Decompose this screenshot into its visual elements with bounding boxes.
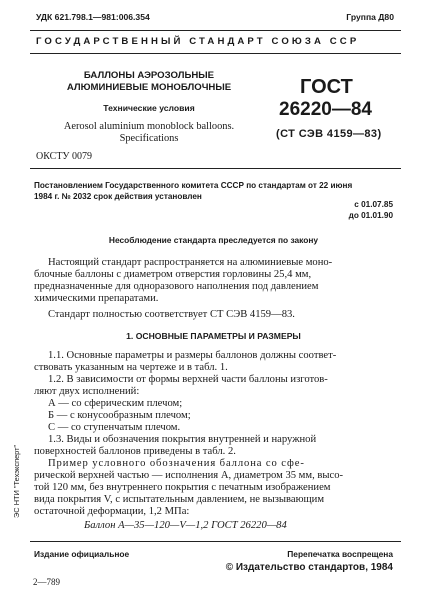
gost-label: ГОСТ bbox=[300, 76, 353, 98]
reprint-notice: Перепечатка воспрещена bbox=[287, 549, 393, 559]
english-title-line-2: Specifications bbox=[119, 133, 179, 144]
validity-dates bbox=[349, 200, 393, 221]
clause-1-3-line-1: 1.3. Виды и обозначения покрытия внутренней и наружной bbox=[48, 434, 317, 445]
clause-1-1-line-2: ствовать указанным на чертеже и в табл. 1. bbox=[34, 361, 228, 373]
designation-example bbox=[34, 458, 400, 518]
standard-banner: ГОСУДАРСТВЕННЫЙ СТАНДАРТ СОЮЗА ССР bbox=[36, 36, 360, 47]
english-title bbox=[36, 121, 262, 145]
margin-stamp: ЭС НТИ "Техэксперт" bbox=[12, 444, 21, 518]
gost-number: 26220—84 bbox=[279, 99, 372, 120]
variant-b: Б — с конусообразным плечом; bbox=[48, 409, 191, 421]
banner-rule bbox=[30, 53, 401, 54]
legal-warning: Несоблюдение стандарта преследуется по закону bbox=[108, 235, 319, 245]
page-code: 2—789 bbox=[33, 577, 60, 587]
validity-to: до 01.01.90 bbox=[348, 210, 393, 220]
intro-paragraph bbox=[34, 257, 400, 305]
clause-1-2-line-1: 1.2. В зависимости от формы верхней части баллоны изготов- bbox=[48, 374, 328, 385]
okstu-rule bbox=[30, 168, 401, 169]
variant-a: А — со сферическим плечом; bbox=[48, 397, 183, 409]
example-line-2: рической верхней частью — исполнения А, диаметром 35 мм, высо- bbox=[34, 469, 344, 481]
example-line-5: остаточной деформации, 1,2 МПа: bbox=[34, 505, 190, 517]
variant-c: С — со ступенчатым плечом. bbox=[48, 421, 181, 433]
intro-line-2: блочные баллоны с диаметром отверстия горловины 25,4 мм, bbox=[34, 268, 312, 280]
st-sev-reference: (СТ СЭВ 4159—83) bbox=[276, 128, 382, 140]
okstu-code: ОКСТУ 0079 bbox=[36, 151, 93, 162]
example-line-1: Пример условного обозначения баллона со сфе- bbox=[48, 458, 305, 469]
udk-code: УДК 621.798.1—981:006.354 bbox=[36, 12, 150, 22]
clause-1-2 bbox=[34, 374, 400, 434]
compliance-statement bbox=[34, 309, 400, 321]
validity-from: с 01.07.85 bbox=[354, 200, 393, 209]
designation-code: Баллон А—35—120—V—1,2 ГОСТ 26220—84 bbox=[84, 520, 287, 531]
group-code: Группа Д80 bbox=[346, 12, 394, 22]
official-edition: Издание официальное bbox=[34, 549, 130, 559]
example-line-4: вида покрытия V, с испытательным давлением, не вызывающим bbox=[34, 493, 325, 505]
clause-1-1-line-1: 1.1. Основные параметры и размеры баллонов должны соответ- bbox=[48, 350, 337, 361]
title-line-1: БАЛЛОНЫ АЭРОЗОЛЬНЫЕ bbox=[83, 70, 215, 81]
compliance-line: Стандарт полностью соответствует СТ СЭВ 4159—83. bbox=[48, 309, 295, 320]
document-title bbox=[36, 70, 262, 94]
intro-line-4: химическими препаратами. bbox=[34, 292, 159, 304]
clause-1-2-line-2: ляют двух исполнений: bbox=[34, 385, 140, 397]
decree-text bbox=[34, 180, 352, 202]
footer-rule bbox=[30, 541, 401, 542]
decree-line-1: Постановлением Государственного комитета СССР по стандартам от 22 июня bbox=[34, 181, 353, 190]
intro-line-3: предназначенные для одноразового наполнения под давлением bbox=[34, 280, 319, 292]
section-heading: 1. ОСНОВНЫЕ ПАРАМЕТРЫ И РАЗМЕРЫ bbox=[126, 331, 301, 341]
clause-1-3 bbox=[34, 434, 400, 458]
decree-line-2: 1984 г. № 2032 срок действия установлен bbox=[34, 192, 202, 201]
document-subtitle: Технические условия bbox=[103, 103, 195, 113]
example-line-3: той 120 мм, без внутреннего покрытия с печатным изображением bbox=[34, 481, 331, 493]
clause-1-1 bbox=[34, 350, 400, 374]
clause-1-3-line-2: поверхностей баллонов приведены в табл. 2. bbox=[34, 445, 236, 457]
title-line-2: АЛЮМИНИЕВЫЕ МОНОБЛОЧНЫЕ bbox=[66, 82, 232, 93]
publisher-copyright: © Издательство стандартов, 1984 bbox=[225, 562, 393, 573]
top-rule bbox=[30, 30, 401, 31]
english-title-line-1: Aerosol aluminium monoblock balloons. bbox=[63, 121, 235, 132]
intro-line-1: Настоящий стандарт распространяется на алюминиевые моно- bbox=[48, 257, 333, 268]
